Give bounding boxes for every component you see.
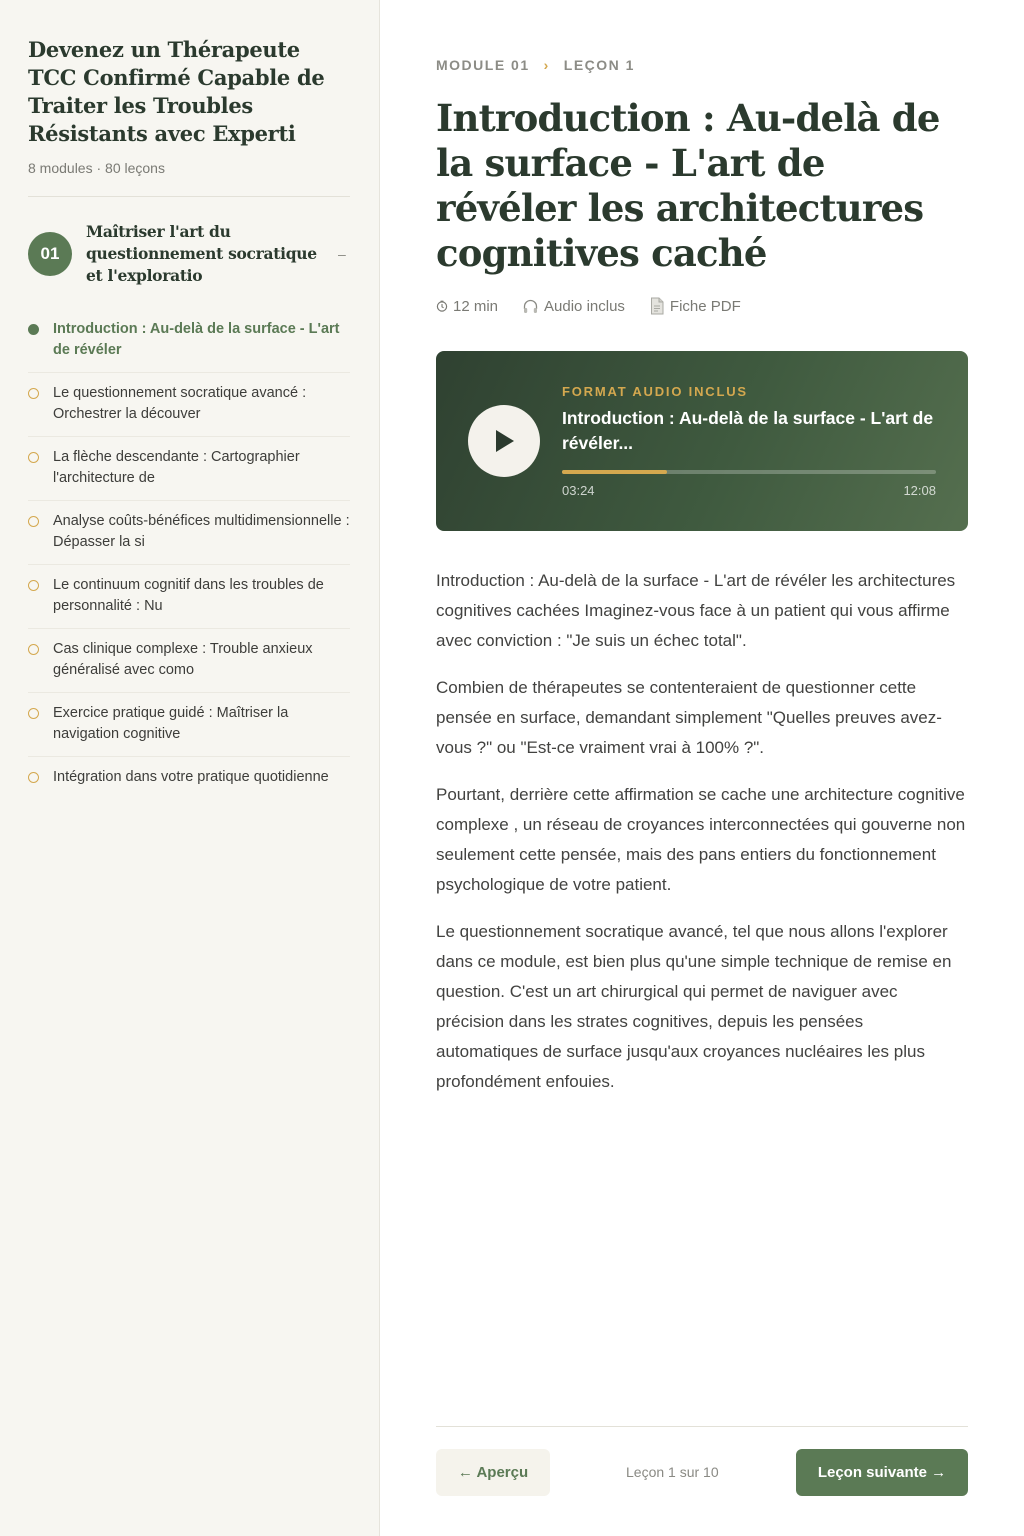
lesson-item[interactable]: [28, 629, 350, 693]
audio-progress-fill: [562, 470, 667, 474]
chevron-right-icon: ›: [543, 57, 550, 73]
lesson-status-dot-icon: [28, 388, 39, 399]
clock-icon: [436, 300, 448, 312]
headphones-icon: [522, 298, 539, 315]
duration-text: 12 min: [453, 297, 499, 315]
lesson-label: Introduction : Au-delà de la surface - L'art de révéler: [53, 321, 340, 358]
lesson-item[interactable]: [28, 501, 350, 565]
lesson-label: Analyse coûts-bénéfices multidimensionnelle : Dépasser la si: [53, 513, 350, 550]
breadcrumb: [436, 57, 635, 73]
lesson-label: Cas clinique complexe : Trouble anxieux généralisé avec como: [53, 641, 313, 678]
pdf-meta[interactable]: [649, 297, 741, 315]
course-meta: 8 modules · 80 leçons: [28, 160, 165, 176]
audio-meta: [522, 298, 625, 315]
module-name: Maîtriser l'art du questionnement socratique et l'exploratio: [86, 222, 317, 285]
sidebar: [0, 0, 380, 1536]
audio-total-time: 12:08: [903, 483, 936, 498]
body-paragraph: Introduction : Au-delà de la surface - L'art de révéler les architectures cognitives cachées Imaginez-vous face à un patient qui vous affirme avec conviction : "Je suis un échec total".: [436, 571, 956, 650]
page-title: Introduction : Au-delà de la surface - L'art de révéler les architectures cognitives caché: [436, 96, 940, 275]
document-icon: [649, 297, 665, 315]
sidebar-divider: [28, 196, 350, 197]
audio-kicker: FORMAT AUDIO INCLUS: [562, 384, 748, 399]
lesson-status-dot-icon: [28, 772, 39, 783]
audio-title: Introduction : Au-delà de la surface - L'art de révéler...: [562, 408, 934, 453]
lesson-status-dot-icon: [28, 516, 39, 527]
collapse-icon[interactable]: –: [338, 246, 346, 262]
lesson-status-dot-icon: [28, 452, 39, 463]
lesson-label: Exercice pratique guidé : Maîtriser la navigation cognitive: [53, 705, 289, 742]
previous-button[interactable]: ← Aperçu: [436, 1449, 550, 1496]
lesson-counter: Leçon 1 sur 10: [626, 1464, 719, 1480]
lesson-item[interactable]: [28, 373, 350, 437]
lesson-status-dot-icon: [28, 644, 39, 655]
lesson-label: Le continuum cognitif dans les troubles de personnalité : Nu: [53, 577, 324, 614]
play-icon: [492, 428, 516, 454]
breadcrumb-lesson: LEÇON 1: [563, 57, 635, 73]
footer-divider: [436, 1426, 968, 1427]
course-title: Devenez un Thérapeute TCC Confirmé Capable de Traiter les Troubles Résistants avec Experti: [28, 37, 325, 146]
lesson-item[interactable]: [28, 309, 350, 373]
lesson-status-dot-icon: [28, 324, 39, 335]
module-number-badge: 01: [28, 232, 72, 276]
lesson-label: Le questionnement socratique avancé : Orchestrer la découver: [53, 385, 307, 422]
lesson-item[interactable]: [28, 693, 350, 757]
lesson-item[interactable]: [28, 565, 350, 629]
lesson-content: [436, 0, 968, 1536]
play-button[interactable]: [468, 405, 540, 477]
audio-current-time: 03:24: [562, 483, 595, 498]
lesson-body: [436, 566, 968, 1114]
body-paragraph: Pourtant, derrière cette affirmation se cache une architecture cognitive complexe , un réseau de croyances interconnectées qui gouverne non seulement cette pensée, mais des pans entiers du fonctionnement psychologique de votre patient.: [436, 785, 966, 894]
lesson-item[interactable]: [28, 757, 350, 799]
lesson-meta: [436, 297, 765, 315]
breadcrumb-module[interactable]: MODULE 01: [436, 57, 530, 73]
pdf-text: Fiche PDF: [669, 297, 741, 315]
lesson-label: La flèche descendante : Cartographier l'architecture de: [53, 449, 300, 486]
audio-progress-bar[interactable]: [562, 470, 936, 474]
lesson-label: Intégration dans votre pratique quotidienne: [53, 769, 329, 785]
lesson-list: [28, 309, 350, 799]
audio-text: Audio inclus: [544, 297, 625, 315]
next-lesson-button[interactable]: Leçon suivante →: [796, 1449, 968, 1496]
body-paragraph: Combien de thérapeutes se contenteraient de questionner cette pensée en surface, demandant simplement "Quelles preuves avez-vous ?" ou "Est-ce vraiment vrai à 100% ?".: [436, 678, 942, 757]
body-paragraph: Le questionnement socratique avancé, tel que nous allons l'explorer dans ce module, est bien plus qu'une simple technique de remise en question. C'est un art chirurgical qui permet de naviguer avec précision dans les strates cognitives, depuis les pensées automatiques de surface jusqu'aux croyances nucléaires les plus profondément enfouies.: [436, 922, 952, 1091]
lesson-status-dot-icon: [28, 580, 39, 591]
module-header[interactable]: [28, 221, 350, 287]
lesson-status-dot-icon: [28, 708, 39, 719]
audio-player: [436, 351, 968, 531]
lesson-item[interactable]: [28, 437, 350, 501]
duration-meta: [436, 298, 498, 315]
